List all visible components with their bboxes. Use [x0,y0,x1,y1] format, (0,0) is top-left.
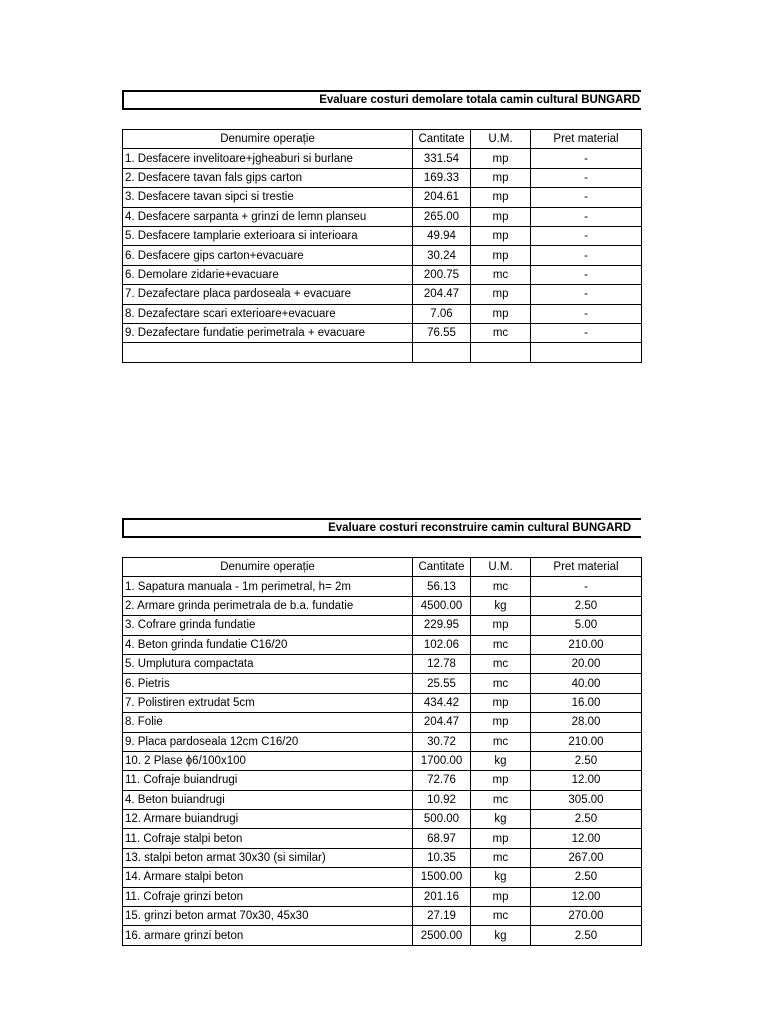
cell-operation-name: 8. Folie [123,713,413,732]
cell-quantity: 204.47 [413,713,471,732]
table-row [123,596,642,615]
cell-material-price: - [531,207,642,226]
table-row [123,926,642,945]
cell-unit: kg [471,751,531,770]
cell-unit: mc [471,635,531,654]
cell-quantity: 68.97 [413,829,471,848]
cell-quantity: 201.16 [413,887,471,906]
table-row [123,207,642,226]
cell-unit: mp [471,188,531,207]
cell-quantity: 331.54 [413,149,471,168]
cell-unit: mp [471,207,531,226]
cell-operation-name: 12. Armare buiandrugi [123,810,413,829]
cell-quantity: 7.06 [413,304,471,323]
cell-unit: mp [471,304,531,323]
table-header-row [123,558,642,577]
cell-unit: mc [471,732,531,751]
cell-quantity: 30.72 [413,732,471,751]
cell-quantity: 56.13 [413,577,471,596]
cell-material-price: 12.00 [531,829,642,848]
header-unit: U.M. [471,130,531,149]
table-row [123,848,642,867]
cell-unit: mc [471,265,531,284]
cell-operation-name: 6. Demolare zidarie+evacuare [123,265,413,284]
cell-material-price: - [531,226,642,245]
table-row [123,304,642,323]
cell-unit: kg [471,868,531,887]
cell-unit: mc [471,577,531,596]
cell-operation-name: 9. Dezafectare fundatie perimetrala + evacuare [123,323,413,342]
cell-material-price [531,343,642,362]
cell-unit: mp [471,246,531,265]
cell-material-price: 2.50 [531,810,642,829]
cell-quantity: 500.00 [413,810,471,829]
cell-operation-name: 11. Cofraje buiandrugi [123,771,413,790]
cell-material-price: 20.00 [531,654,642,673]
cell-unit: kg [471,926,531,945]
cell-material-price: - [531,323,642,342]
cell-quantity [413,343,471,362]
cell-unit: mp [471,829,531,848]
cell-operation-name: 11. Cofraje stalpi beton [123,829,413,848]
cell-quantity: 102.06 [413,635,471,654]
header-operation-name: Denumire operație [123,558,413,577]
cell-operation-name: 5. Umplutura compactata [123,654,413,673]
cell-operation-name: 7. Polistiren extrudat 5cm [123,693,413,712]
cell-unit: mp [471,771,531,790]
cell-unit: mp [471,616,531,635]
table-row [123,829,642,848]
table-row [123,577,642,596]
cell-quantity: 49.94 [413,226,471,245]
cell-operation-name: 4. Beton buiandrugi [123,790,413,809]
cell-unit: mc [471,790,531,809]
cell-operation-name: 2. Armare grinda perimetrala de b.a. fundatie [123,596,413,615]
cell-quantity: 265.00 [413,207,471,226]
cell-material-price: - [531,577,642,596]
header-quantity: Cantitate [413,130,471,149]
table-row [123,674,642,693]
table-row [123,635,642,654]
cell-unit: mc [471,654,531,673]
cell-material-price: 40.00 [531,674,642,693]
table-row [123,887,642,906]
cell-quantity: 30.24 [413,246,471,265]
cell-material-price: 12.00 [531,771,642,790]
header-unit: U.M. [471,558,531,577]
cell-operation-name: 8. Dezafectare scari exterioare+evacuare [123,304,413,323]
cell-quantity: 204.47 [413,285,471,304]
cell-operation-name: 15. grinzi beton armat 70x30, 45x30 [123,907,413,926]
cell-operation-name: 2. Desfacere tavan fals gips carton [123,168,413,187]
table-row [123,868,642,887]
cell-material-price: 267.00 [531,848,642,867]
table-row [123,654,642,673]
table-row [123,790,642,809]
cell-unit: mp [471,887,531,906]
cell-operation-name: 1. Desfacere invelitoare+jgheaburi si burlane [123,149,413,168]
cell-unit: mp [471,713,531,732]
cell-material-price: 2.50 [531,926,642,945]
cell-material-price: 210.00 [531,635,642,654]
table-row [123,732,642,751]
cell-quantity: 2500.00 [413,926,471,945]
cell-quantity: 200.75 [413,265,471,284]
cell-material-price: - [531,188,642,207]
cell-quantity: 1500.00 [413,868,471,887]
reconstruction-cost-table [122,557,642,946]
reconstruction-title: Evaluare costuri reconstruire camin cultural BUNGARD [122,518,641,538]
header-material-price: Pret material [531,558,642,577]
cell-material-price: - [531,285,642,304]
table-row [123,693,642,712]
table-header-row [123,130,642,149]
cell-material-price: 210.00 [531,732,642,751]
cell-unit: mp [471,149,531,168]
header-operation-name: Denumire operație [123,130,413,149]
cell-quantity: 169.33 [413,168,471,187]
cell-operation-name: 9. Placa pardoseala 12cm C16/20 [123,732,413,751]
cell-unit: mp [471,168,531,187]
cell-unit: kg [471,596,531,615]
cell-material-price: - [531,168,642,187]
cell-operation-name: 1. Sapatura manuala - 1m perimetral, h= 2m [123,577,413,596]
cell-unit: mp [471,226,531,245]
cell-unit: mc [471,907,531,926]
cell-unit: mc [471,674,531,693]
cell-material-price: 16.00 [531,693,642,712]
cell-operation-name [123,343,413,362]
table-row [123,149,642,168]
demolition-cost-table [122,129,642,363]
cell-quantity: 1700.00 [413,751,471,770]
table-row [123,616,642,635]
cell-operation-name: 3. Desfacere tavan sipci si trestie [123,188,413,207]
cell-operation-name: 16. armare grinzi beton [123,926,413,945]
cell-quantity: 10.35 [413,848,471,867]
cell-material-price: - [531,265,642,284]
cell-quantity: 4500.00 [413,596,471,615]
cell-material-price: 12.00 [531,887,642,906]
table-row [123,810,642,829]
cell-operation-name: 11. Cofraje grinzi beton [123,887,413,906]
cell-quantity: 72.76 [413,771,471,790]
cell-material-price: 270.00 [531,907,642,926]
cell-material-price: - [531,304,642,323]
table-row [123,907,642,926]
cell-operation-name: 14. Armare stalpi beton [123,868,413,887]
cell-material-price: 28.00 [531,713,642,732]
table-row [123,265,642,284]
cell-material-price: 2.50 [531,751,642,770]
cell-unit: kg [471,810,531,829]
cell-quantity: 27.19 [413,907,471,926]
table-row [123,285,642,304]
table-row [123,168,642,187]
table-row [123,751,642,770]
cell-material-price: 2.50 [531,868,642,887]
table-row [123,771,642,790]
cell-unit: mp [471,693,531,712]
cell-operation-name: 7. Dezafectare placa pardoseala + evacuare [123,285,413,304]
cell-material-price: - [531,246,642,265]
cell-quantity: 10.92 [413,790,471,809]
demolition-title: Evaluare costuri demolare totala camin cultural BUNGARD [122,90,641,110]
cell-unit: mp [471,285,531,304]
table-row [123,226,642,245]
cell-unit: mc [471,323,531,342]
cell-operation-name: 4. Beton grinda fundatie C16/20 [123,635,413,654]
cell-quantity: 25.55 [413,674,471,693]
table-row [123,343,642,362]
cell-material-price: - [531,149,642,168]
cell-operation-name: 4. Desfacere sarpanta + grinzi de lemn planseu [123,207,413,226]
cell-quantity: 12.78 [413,654,471,673]
table-row [123,188,642,207]
cell-material-price: 305.00 [531,790,642,809]
cell-unit [471,343,531,362]
cell-material-price: 2.50 [531,596,642,615]
cell-operation-name: 3. Cofrare grinda fundatie [123,616,413,635]
table-row [123,323,642,342]
table-row [123,246,642,265]
cell-operation-name: 13. stalpi beton armat 30x30 (si similar) [123,848,413,867]
cell-unit: mc [471,848,531,867]
cell-operation-name: 10. 2 Plase ϕ6/100x100 [123,751,413,770]
cell-quantity: 229.95 [413,616,471,635]
header-quantity: Cantitate [413,558,471,577]
cell-quantity: 76.55 [413,323,471,342]
header-material-price: Pret material [531,130,642,149]
cell-material-price: 5.00 [531,616,642,635]
cell-quantity: 204.61 [413,188,471,207]
cell-operation-name: 5. Desfacere tamplarie exterioara si interioara [123,226,413,245]
cell-quantity: 434.42 [413,693,471,712]
cell-operation-name: 6. Desfacere gips carton+evacuare [123,246,413,265]
table-row [123,713,642,732]
cell-operation-name: 6. Pietris [123,674,413,693]
